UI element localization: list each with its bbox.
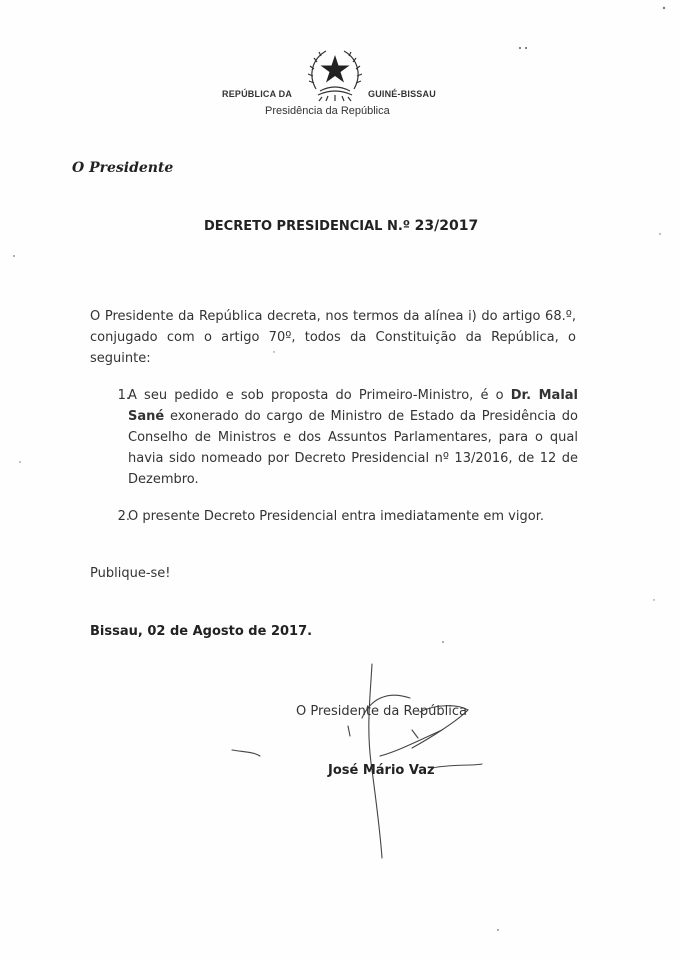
list-item-text xyxy=(128,385,578,490)
decree-title xyxy=(204,218,478,234)
decree-intro: O Presidente da República decreta, nos termos da alínea i) do artigo 68.º, conjugado com o artigo 70º, todos da Constituição da República, o seguinte: xyxy=(90,309,576,366)
letterhead-country-left: REPÚBLICA DA xyxy=(222,89,293,99)
letterhead-country-right: GUINÉ-BISSAU xyxy=(368,89,436,99)
signatory-title: O Presidente da República xyxy=(296,704,468,719)
letterhead-subtitle: Presidência da República xyxy=(265,105,390,117)
coat-of-arms-icon xyxy=(304,45,366,103)
publication-order: Publique-se! xyxy=(90,566,171,581)
signatory-name: José Mário Vaz xyxy=(328,763,435,778)
list-item-number: 2. xyxy=(117,509,130,524)
letterhead xyxy=(0,45,679,125)
list-item-text: O presente Decreto Presidencial entra imediatamente em vigor. xyxy=(128,509,544,524)
item-text-before: A seu pedido e sob proposta do Primeiro-Ministro, é o xyxy=(128,388,511,403)
decree-number: 23/2017 xyxy=(414,218,479,234)
document-date: Bissau, 02 de Agosto de 2017. xyxy=(90,624,313,639)
official-name: Dr. Malal Sané xyxy=(128,388,579,424)
item-text-after: exonerado do cargo de Ministro de Estado da Presidência do Conselho de Ministros e dos Assuntos Parlamentares, para o qual havia sido nomeado por Decreto Presidencial nº 13/2016, de 12 de Dezembro. xyxy=(128,409,578,487)
president-heading: O Presidente xyxy=(72,160,174,176)
decree-title-prefix: DECRETO PRESIDENCIAL N.º xyxy=(204,219,411,234)
list-item-number: 1. xyxy=(117,388,130,403)
